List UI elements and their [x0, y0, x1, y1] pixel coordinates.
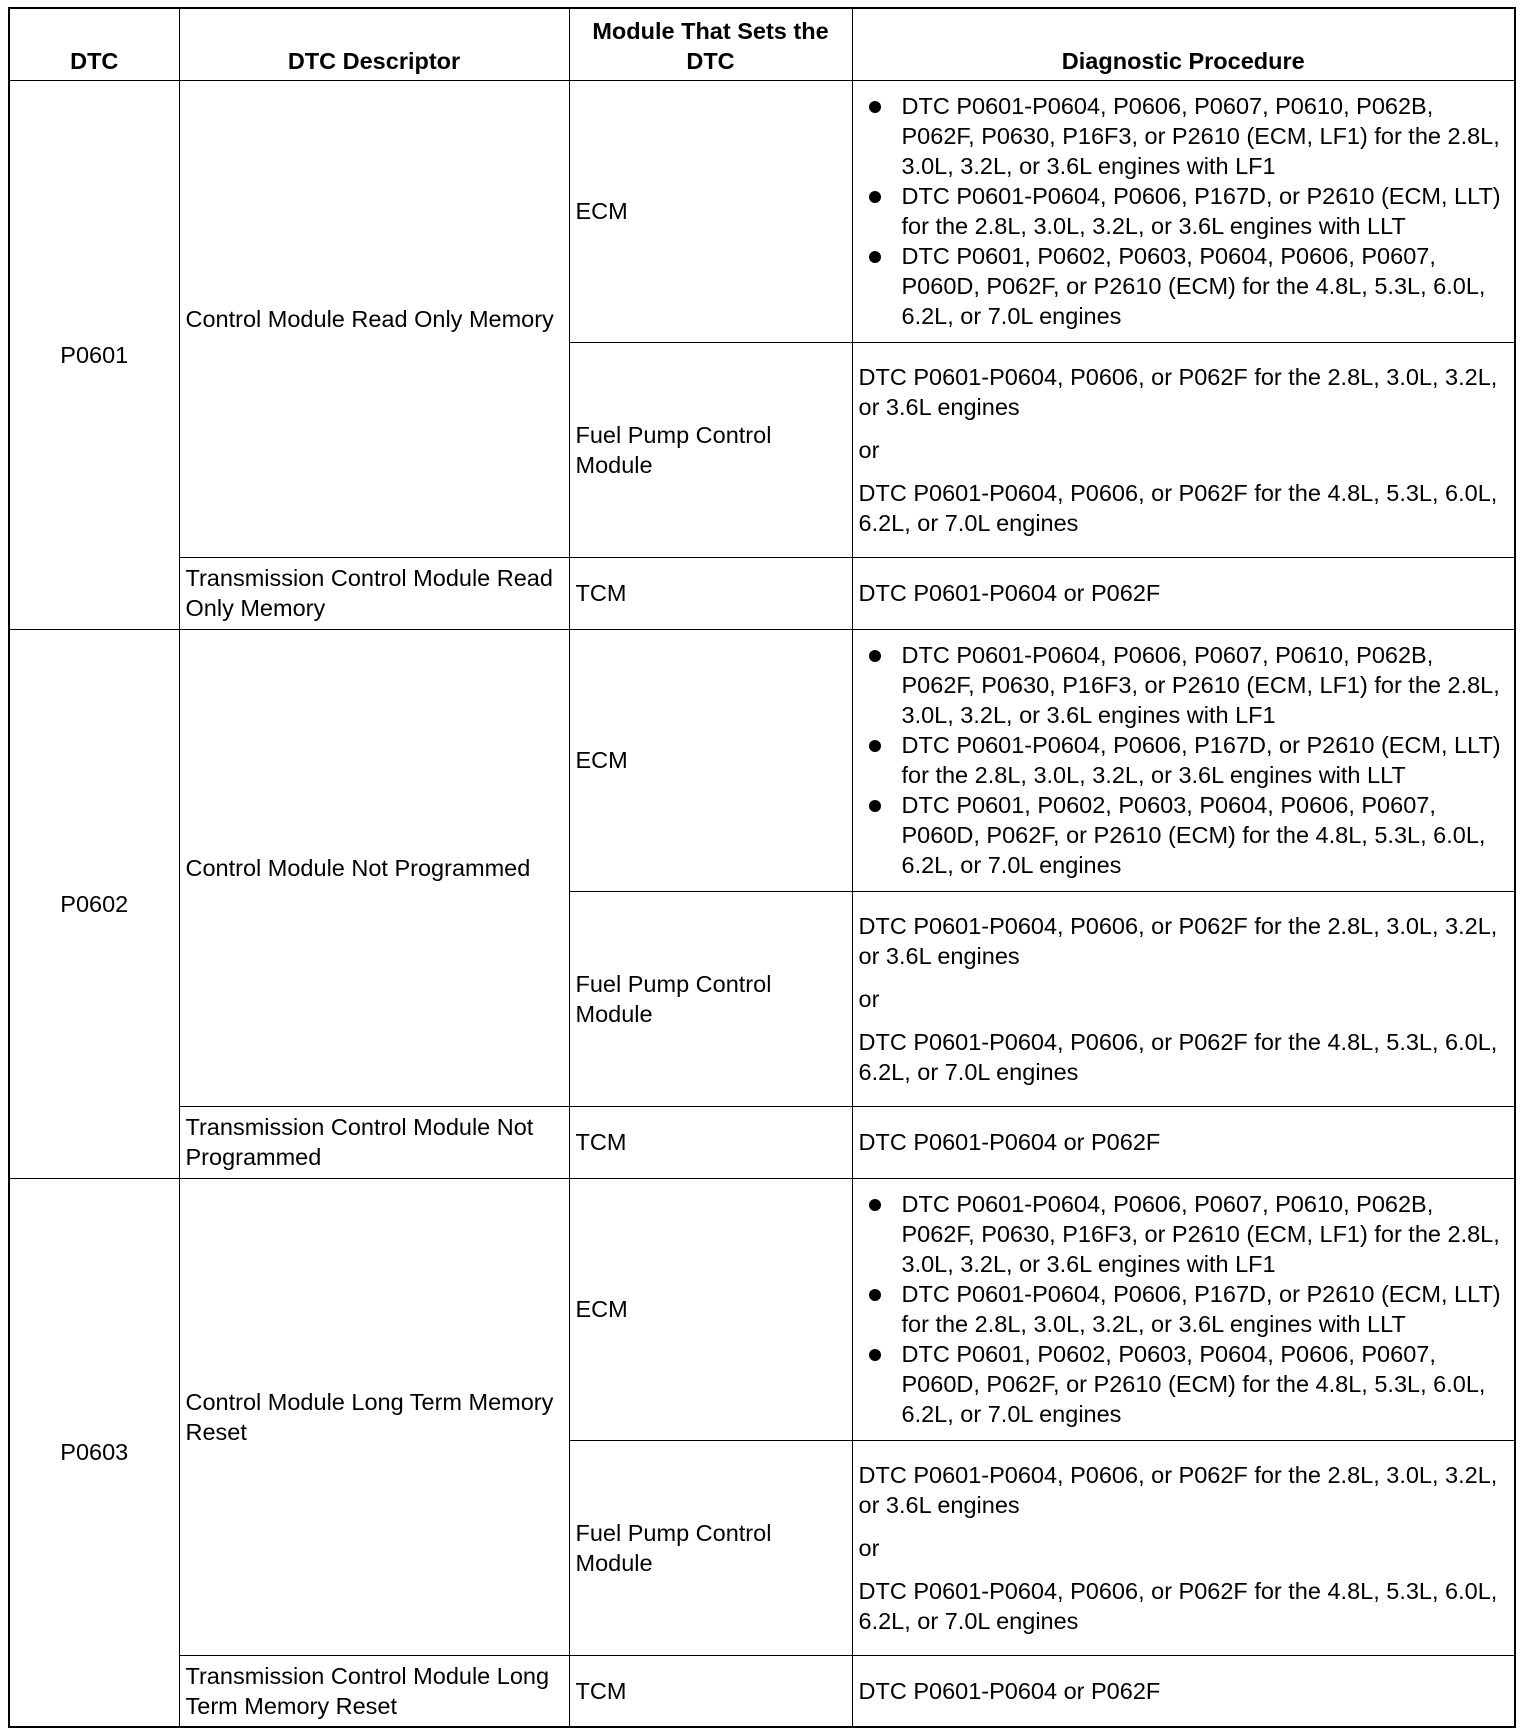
procedure-fpcm-or: or [858, 985, 880, 1012]
procedure-fpcm-second: DTC P0601-P0604, P0606, or P062F for the 4.8L, 5.3L, 6.0L, 6.2L, or 7.0L engines [858, 479, 1498, 536]
table-row [9, 1106, 1515, 1178]
tcm-descriptor: Transmission Control Module Long Term Memory Reset [179, 1655, 569, 1727]
dtc-table-wrapper [8, 7, 1516, 1728]
bullet-icon [869, 101, 881, 113]
procedure-bullet-text: DTC P0601-P0604, P0606, P0607, P0610, P062B, P062F, P0630, P16F3, or P2610 (ECM, LF1) for the 2.8L, 3.0L, 3.2L, or 3.6L engines with LF1 [901, 93, 1500, 179]
table-row [9, 629, 1515, 891]
procedure-fpcm-second: DTC P0601-P0604, P0606, or P062F for the 4.8L, 5.3L, 6.0L, 6.2L, or 7.0L engines [858, 1577, 1498, 1634]
procedure-bullet [902, 91, 1509, 181]
procedure-tcm: DTC P0601-P0604 or P062F [852, 1655, 1515, 1727]
bullet-icon [869, 650, 881, 662]
procedure-bullet-text: DTC P0601, P0602, P0603, P0604, P0606, P0607, P060D, P062F, or P2610 (ECM) for the 4.8L, 5.3L, 6.0L, 6.2L, or 7.0L engines [901, 792, 1486, 878]
table-row [9, 557, 1515, 629]
bullet-icon [869, 800, 881, 812]
procedure-bullet-list [859, 640, 1509, 880]
header-module: Module That Sets the DTC [569, 8, 852, 80]
procedure-bullet-text: DTC P0601-P0604, P0606, P167D, or P2610 (ECM, LLT) for the 2.8L, 3.0L, 3.2L, or 3.6L engines with LLT [901, 1281, 1501, 1337]
header-row [9, 8, 1515, 80]
dtc-table [8, 7, 1516, 1728]
bullet-icon [869, 251, 881, 263]
table-row [9, 1655, 1515, 1727]
module-fpcm: Fuel Pump Control Module [569, 342, 852, 557]
procedure-ecm [852, 1178, 1515, 1440]
procedure-fpcm [852, 1440, 1515, 1655]
procedure-bullet [902, 1279, 1509, 1339]
procedure-bullet-text: DTC P0601-P0604, P0606, P167D, or P2610 (ECM, LLT) for the 2.8L, 3.0L, 3.2L, or 3.6L engines with LLT [901, 183, 1501, 239]
header-dtc: DTC [9, 8, 179, 80]
procedure-bullet-text: DTC P0601-P0604, P0606, P0607, P0610, P062B, P062F, P0630, P16F3, or P2610 (ECM, LF1) for the 2.8L, 3.0L, 3.2L, or 3.6L engines with LF1 [901, 1191, 1500, 1277]
dtc-code: P0603 [9, 1178, 179, 1727]
procedure-fpcm-first: DTC P0601-P0604, P0606, or P062F for the 2.8L, 3.0L, 3.2L, or 3.6L engines [858, 912, 1498, 969]
procedure-fpcm [852, 342, 1515, 557]
procedure-bullet-text: DTC P0601-P0604, P0606, P0607, P0610, P062B, P062F, P0630, P16F3, or P2610 (ECM, LF1) for the 2.8L, 3.0L, 3.2L, or 3.6L engines with LF1 [901, 642, 1500, 728]
dtc-descriptor: Control Module Long Term Memory Reset [179, 1178, 569, 1655]
module-tcm: TCM [569, 1655, 852, 1727]
procedure-bullet [902, 640, 1509, 730]
procedure-fpcm-or: or [858, 436, 880, 463]
dtc-descriptor: Control Module Not Programmed [179, 629, 569, 1106]
header-procedure: Diagnostic Procedure [852, 8, 1515, 80]
procedure-bullet-text: DTC P0601, P0602, P0603, P0604, P0606, P0607, P060D, P062F, or P2610 (ECM) for the 4.8L, 5.3L, 6.0L, 6.2L, or 7.0L engines [901, 1341, 1486, 1427]
dtc-descriptor: Control Module Read Only Memory [179, 80, 569, 557]
procedure-tcm: DTC P0601-P0604 or P062F [852, 557, 1515, 629]
dtc-code: P0601 [9, 80, 179, 629]
procedure-bullet [902, 181, 1509, 241]
module-tcm: TCM [569, 1106, 852, 1178]
bullet-icon [869, 1349, 881, 1361]
module-fpcm: Fuel Pump Control Module [569, 891, 852, 1106]
bullet-icon [869, 191, 881, 203]
module-ecm: ECM [569, 629, 852, 891]
tcm-descriptor: Transmission Control Module Read Only Memory [179, 557, 569, 629]
procedure-bullet [902, 730, 1509, 790]
procedure-bullet-list [859, 91, 1509, 331]
bullet-icon [869, 740, 881, 752]
bullet-icon [869, 1199, 881, 1211]
dtc-code: P0602 [9, 629, 179, 1178]
table-body [9, 80, 1515, 1727]
procedure-bullet-text: DTC P0601-P0604, P0606, P167D, or P2610 (ECM, LLT) for the 2.8L, 3.0L, 3.2L, or 3.6L engines with LLT [901, 732, 1501, 788]
procedure-bullet [902, 241, 1509, 331]
procedure-bullet-text: DTC P0601, P0602, P0603, P0604, P0606, P0607, P060D, P062F, or P2610 (ECM) for the 4.8L, 5.3L, 6.0L, 6.2L, or 7.0L engines [901, 243, 1486, 329]
header-descriptor: DTC Descriptor [179, 8, 569, 80]
procedure-bullet-list [859, 1189, 1509, 1429]
module-ecm: ECM [569, 1178, 852, 1440]
procedure-bullet [902, 1339, 1509, 1429]
procedure-ecm [852, 80, 1515, 342]
tcm-descriptor: Transmission Control Module Not Programmed [179, 1106, 569, 1178]
procedure-tcm: DTC P0601-P0604 or P062F [852, 1106, 1515, 1178]
procedure-fpcm-first: DTC P0601-P0604, P0606, or P062F for the 2.8L, 3.0L, 3.2L, or 3.6L engines [858, 363, 1498, 420]
table-row [9, 1178, 1515, 1440]
procedure-bullet [902, 1189, 1509, 1279]
procedure-fpcm-or: or [858, 1534, 880, 1561]
procedure-ecm [852, 629, 1515, 891]
procedure-fpcm-first: DTC P0601-P0604, P0606, or P062F for the 2.8L, 3.0L, 3.2L, or 3.6L engines [858, 1461, 1498, 1518]
bullet-icon [869, 1289, 881, 1301]
module-fpcm: Fuel Pump Control Module [569, 1440, 852, 1655]
procedure-bullet [902, 790, 1509, 880]
procedure-fpcm-second: DTC P0601-P0604, P0606, or P062F for the 4.8L, 5.3L, 6.0L, 6.2L, or 7.0L engines [858, 1028, 1498, 1085]
module-ecm: ECM [569, 80, 852, 342]
table-row [9, 80, 1515, 342]
procedure-fpcm [852, 891, 1515, 1106]
module-tcm: TCM [569, 557, 852, 629]
